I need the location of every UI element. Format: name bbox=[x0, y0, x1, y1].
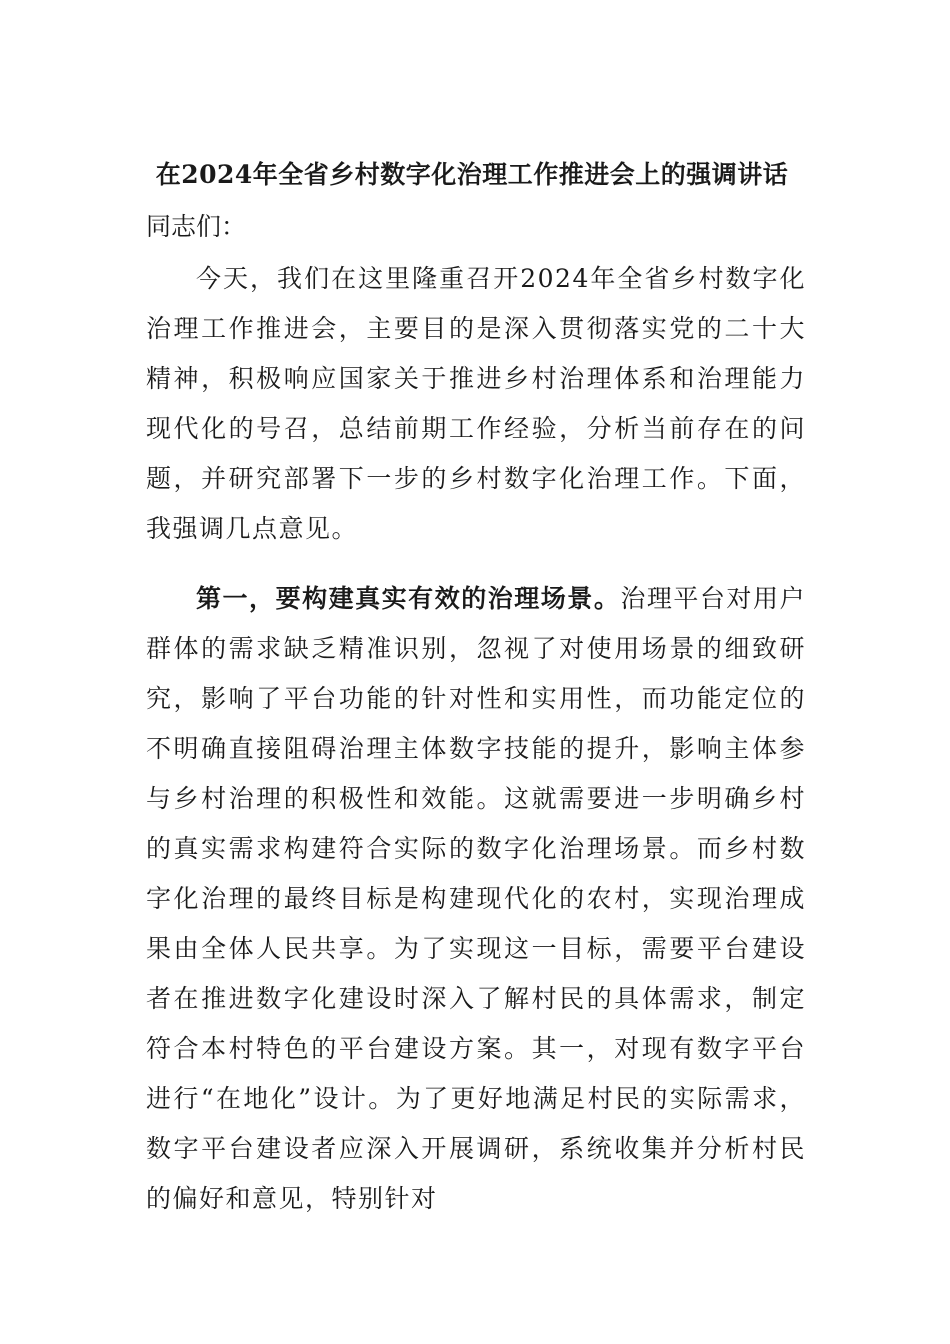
section-1-paragraph bbox=[146, 574, 806, 1224]
section-1-body: 治理平台对用户群体的需求缺乏精准识别，忽视了对使用场景的细致研究，影响了平台功能的针对性和实用性，而功能定位的不明确直接阻碍治理主体数字技能的提升，影响主体参与乡村治理的积极性和效能。这就需要进一步明确乡村的真实需求构建符合实际的数字化治理场景。而乡村数字化治理的最终目标是构建现代化的农村，实现治理成果由全体人民共享。为了实现这一目标，需要平台建设者在推进数字化建设时深入了解村民的具体需求，制定符合本村特色的平台建设方案。其一，对现有数字平台进行“在地化”设计。为了更好地满足村民的实际需求，数字平台建设者应深入开展调研，系统收集并分析村民的偏好和意见，特别针对 bbox=[146, 584, 806, 1213]
document-page bbox=[146, 150, 806, 1224]
intro-paragraph: 今天，我们在这里隆重召开2024年全省乡村数字化治理工作推进会，主要目的是深入贯彻落实党的二十大精神，积极响应国家关于推进乡村治理体系和治理能力现代化的号召，总结前期工作经验，分析当前存在的问题，并研究部署下一步的乡村数字化治理工作。下面，我强调几点意见。 bbox=[146, 264, 806, 543]
section-1-lead: 第一，要构建真实有效的治理场景。 bbox=[196, 584, 621, 613]
salutation: 同志们： bbox=[146, 212, 247, 241]
document-title: 在2024年全省乡村数字化治理工作推进会上的强调讲话 bbox=[155, 160, 789, 189]
